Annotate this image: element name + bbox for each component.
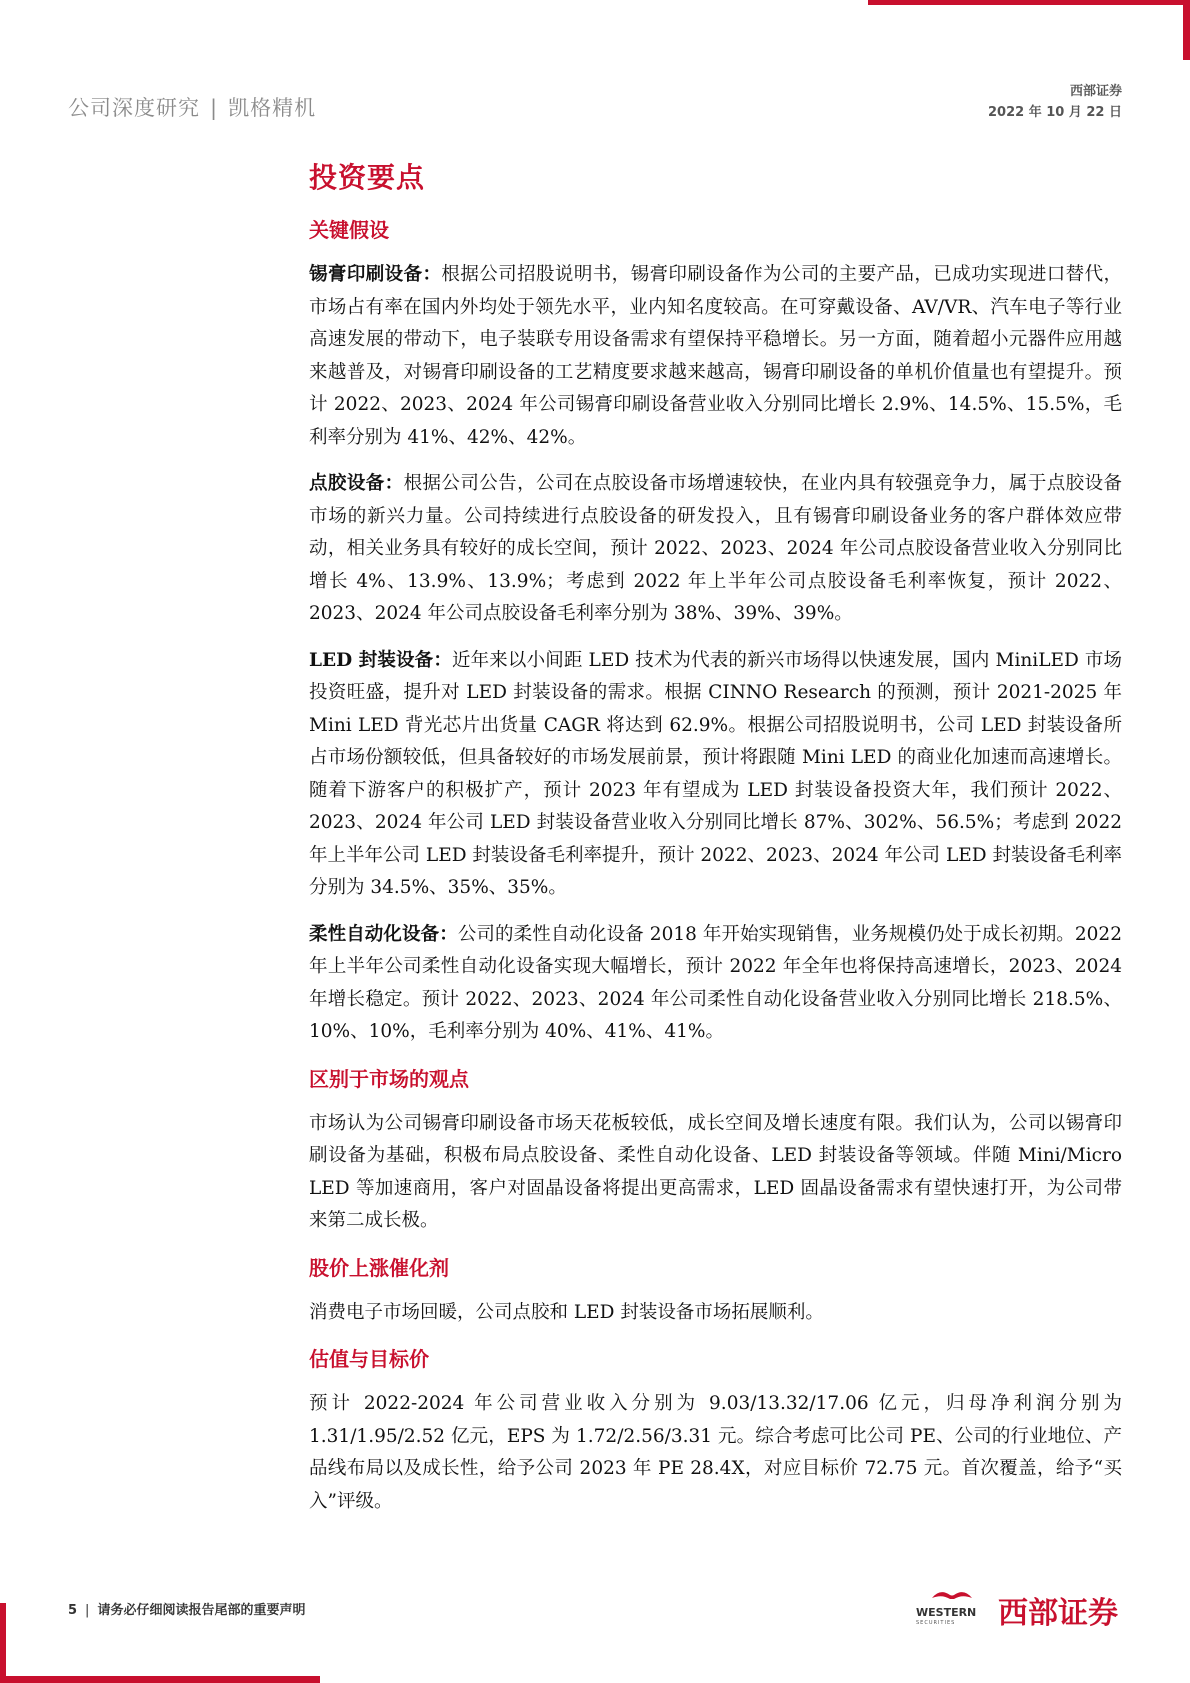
corner-accent-bottom-vertical <box>0 1603 6 1683</box>
paragraph-catalysts <box>309 1297 1122 1330</box>
page-number: 5 <box>68 1603 78 1618</box>
paragraph-solder-paste-printing <box>309 259 1122 454</box>
bull-horns-icon <box>930 1586 974 1606</box>
header-date: 2022 年 10 月 22 日 <box>988 105 1122 120</box>
paragraph-text: 根据公司招股说明书，锡膏印刷设备作为公司的主要产品，已成功实现进口替代，市场占有率在国内外均处于领先水平，业内知名度较高。在可穿戴设备、AV/VR、汽车电子等行业高速发展的带动下，电子装联专用设备需求有望保持平稳增长。另一方面，随着超小元器件应用越来越普及，对锡膏印刷设备的工艺精度要求越来越高，锡膏印刷设备的单机价值量也有望提升。预计 2022、2023、2024 年公司锡膏印刷设备营业收入分别同比增长 2.9%、14.5%、15.5%，毛利率分别为 41%、42%、42%。 <box>309 264 1122 448</box>
section-title-catalysts: 股价上涨催化剂 <box>309 1255 449 1280</box>
paragraph-differentiated-view <box>309 1108 1122 1238</box>
paragraph-valuation <box>309 1388 1122 1518</box>
western-securities-logo <box>916 1586 1126 1636</box>
paragraph-flexible-automation <box>309 919 1122 1049</box>
paragraph-lead: 点胶设备： <box>309 473 404 494</box>
paragraph-text: 公司的柔性自动化设备 2018 年开始实现销售，业务规模仍处于成长初期。2022 年上半年公司柔性自动化设备实现大幅增长，预计 2022 年全年也将保持高速增长，2023、2024 年增长稳定。预计 2022、2023、2024 年公司柔性自动化设备营业收入分别同比增长 218.5%、10%、10%，毛利率分别为 40%、41%、41%。 <box>309 923 1122 1042</box>
corner-accent-bottom-horizontal <box>0 1676 320 1683</box>
footer-separator: | <box>85 1603 90 1618</box>
paragraph-text: 消费电子市场回暖，公司点胶和 LED 封装设备市场拓展顺利。 <box>309 1301 824 1323</box>
report-body <box>309 156 1122 1532</box>
header-category: 公司深度研究 <box>68 96 200 120</box>
header-company: 凯格精机 <box>228 96 317 120</box>
header-brand: 西部证券 <box>1069 84 1122 99</box>
corner-accent-top-horizontal <box>868 0 1190 5</box>
paragraph-lead: 锡膏印刷设备： <box>309 264 442 285</box>
paragraph-dispensing <box>309 468 1122 631</box>
section-title-valuation: 估值与目标价 <box>309 1347 429 1371</box>
section-title-key-assumptions: 关键假设 <box>309 218 389 242</box>
paragraph-lead: LED 封装设备： <box>309 649 452 671</box>
paragraph-text: 根据公司公告，公司在点胶设备市场增速较快，在业内具有较强竞争力，属于点胶设备市场的新兴力量。公司持续进行点胶设备的研发投入，且有锡膏印刷设备业务的客户群体效应带动，相关业务具有较好的成长空间，预计 2022、2023、2024 年公司点胶设备营业收入分别同比增长 4%、13.9%、13.9%；考虑到 2022 年上半年公司点胶设备毛利率恢复，预计 2022、2023、2024 年公司点胶设备毛利率分别为 38%、39%、39%。 <box>309 473 1122 624</box>
footer-disclaimer: 请务必仔细阅读报告尾部的重要声明 <box>97 1603 306 1618</box>
paragraph-text: 市场认为公司锡膏印刷设备市场天花板较低，成长空间及增长速度有限。我们认为，公司以锡膏印刷设备为基础，积极布局点胶设备、柔性自动化设备、LED 封装设备等领域。伴随 Mini/Micro LED 等加速商用，客户对固晶设备将提出更高需求，LED 固晶设备需求有望快速打开，为公司带来第二成长极。 <box>309 1112 1122 1231</box>
paragraph-led-packaging <box>309 645 1122 905</box>
footer-disclaimer-line <box>68 1599 305 1618</box>
logo-chinese-name: 西部证券 <box>998 1596 1118 1631</box>
page-title: 投资要点 <box>309 161 426 194</box>
logo-english-sub: SECURITIES <box>916 1620 956 1626</box>
header-separator: | <box>210 96 219 120</box>
paragraph-text: 预计 2022-2024 年公司营业收入分别为 9.03/13.32/17.06 亿元，归母净利润分别为 1.31/1.95/2.52 亿元，EPS 为 1.72/2.56/3.31 元。综合考虑可比公司 PE、公司的行业地位、产品线布局以及成长性，给予公司 2023 年 PE 28.4X，对应目标价 72.75 元。首次覆盖，给予“买入”评级。 <box>309 1393 1122 1512</box>
logo-english-name: WESTERN <box>916 1606 977 1619</box>
section-title-differentiated-view: 区别于市场的观点 <box>309 1066 469 1091</box>
paragraph-lead: 柔性自动化设备： <box>309 923 458 945</box>
header-left <box>68 92 316 122</box>
paragraph-text: 近年来以小间距 LED 技术为代表的新兴市场得以快速发展，国内 MiniLED 市场投资旺盛，提升对 LED 封装设备的需求。根据 CINNO Research 的预测，预计 2021-2025 年 Mini LED 背光芯片出货量 CAGR 将达到 62.9%。根据公司招股说明书，公司 LED 封装设备所占市场份额较低，但具备较好的市场发展前景，预计将跟随 Mini LED 的商业化加速而高速增长。随着下游客户的积极扩产，预计 2023 年有望成为 LED 封装设备投资大年，我们预计 2022、2023、2024 年公司 LED 封装设备营业收入分别同比增长 87%、302%、56.5%；考虑到 2022 年上半年公司 LED 封装设备毛利率提升，预计 2022、2023、2024 年公司 LED 封装设备毛利率分别为 34.5%、35%、35%。 <box>309 649 1123 898</box>
corner-accent-top-vertical <box>1183 0 1190 60</box>
